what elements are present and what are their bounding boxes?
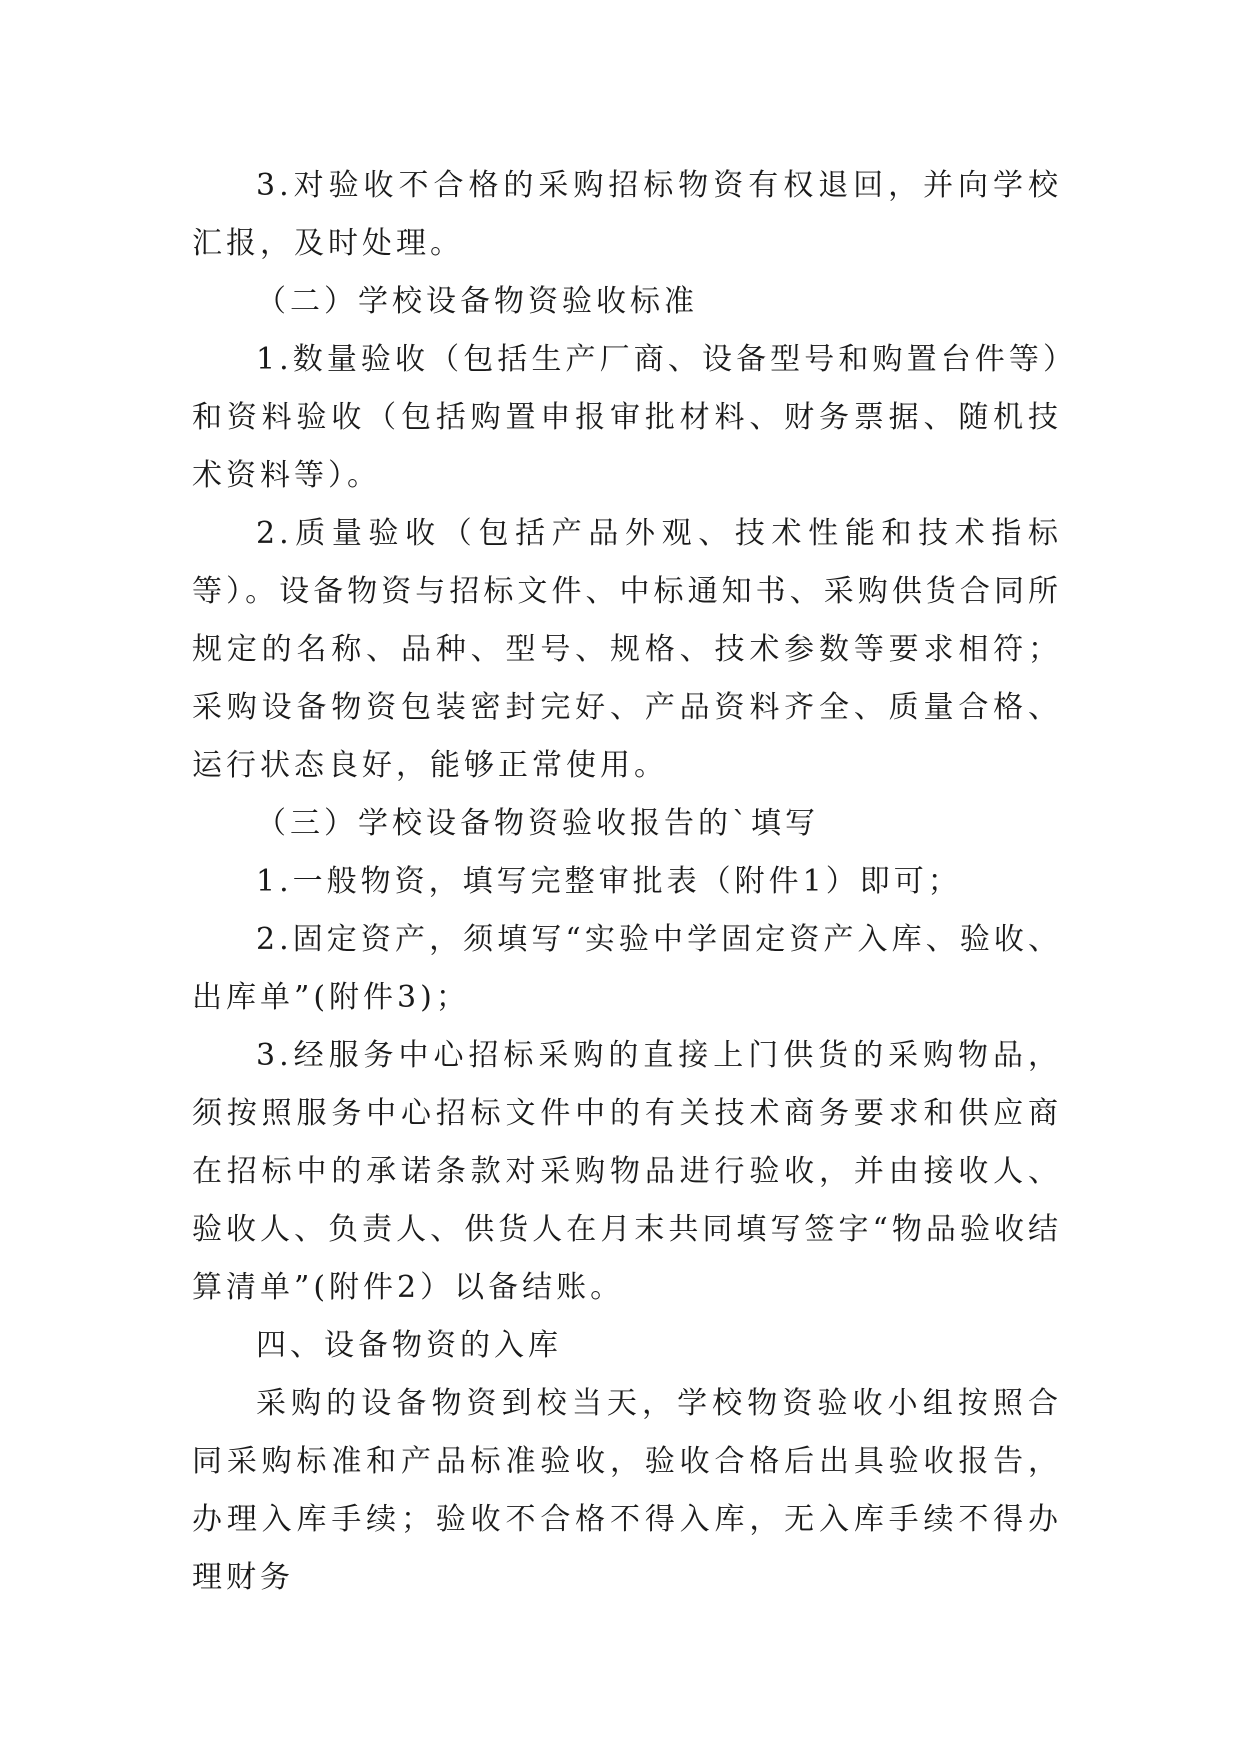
paragraph-quantity-acceptance: 1.数量验收（包括生产厂商、设备型号和购置台件等）和资料验收（包括购置申报审批材料、财务票据、随机技术资料等）。: [192, 342, 1062, 493]
paragraph-general-materials: 1.一般物资，填写完整审批表（附件1）即可；: [256, 864, 962, 899]
document-body: [192, 157, 1062, 1607]
paragraph-return-rights: 3.对验收不合格的采购招标物资有权退回，并向学校汇报，及时处理。: [192, 168, 1062, 261]
paragraph-warehousing-procedure: 采购的设备物资到校当天，学校物资验收小组按照合同采购标准和产品标准验收，验收合格后出具验收报告，办理入库手续；验收不合格不得入库，无入库手续不得办理财务: [192, 1386, 1062, 1595]
paragraph-fixed-assets: 2.固定资产，须填写“实验中学固定资产入库、验收、出库单”(附件3)；: [192, 922, 1062, 1015]
section-heading-report-filling: （三）学校设备物资验收报告的`填写: [256, 806, 819, 841]
paragraph-direct-delivery: 3.经服务中心招标采购的直接上门供货的采购物品，须按照服务中心招标文件中的有关技术商务要求和供应商在招标中的承诺条款对采购物品进行验收，并由接收人、验收人、负责人、供货人在月末共同填写签字“物品验收结算清单”(附件2）以备结账。: [192, 1038, 1062, 1305]
section-heading-acceptance-standards: （二）学校设备物资验收标准: [256, 284, 698, 319]
paragraph-quality-acceptance: 2.质量验收（包括产品外观、技术性能和技术指标等）。设备物资与招标文件、中标通知书、采购供货合同所规定的名称、品种、型号、规格、技术参数等要求相符；采购设备物资包装密封完好、产品资料齐全、质量合格、运行状态良好，能够正常使用。: [192, 516, 1062, 783]
section-heading-warehousing: 四、设备物资的入库: [256, 1328, 562, 1363]
